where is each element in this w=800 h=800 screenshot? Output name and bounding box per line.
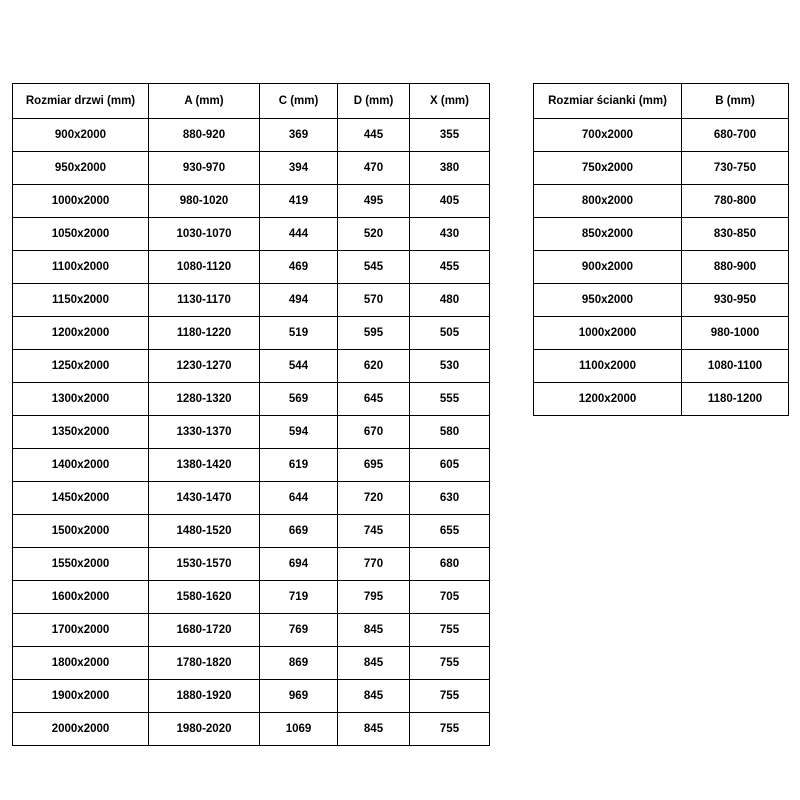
- cell-x: 755: [410, 713, 490, 746]
- table-row: [534, 251, 789, 284]
- cell-b: 1080-1100: [682, 350, 789, 383]
- cell-door-size: 1100x2000: [13, 251, 149, 284]
- table-row: [13, 482, 490, 515]
- table-row: [13, 713, 490, 746]
- cell-door-size: 1700x2000: [13, 614, 149, 647]
- table-row: [13, 251, 490, 284]
- cell-a: 1380-1420: [149, 449, 260, 482]
- cell-door-size: 1900x2000: [13, 680, 149, 713]
- cell-d: 595: [338, 317, 410, 350]
- cell-a: 1430-1470: [149, 482, 260, 515]
- table-row: [13, 119, 490, 152]
- cell-c: 394: [260, 152, 338, 185]
- table-row: [534, 119, 789, 152]
- table-row: [13, 449, 490, 482]
- walls-table-head: [534, 84, 789, 119]
- cell-door-size: 1250x2000: [13, 350, 149, 383]
- table-row: [13, 416, 490, 449]
- cell-a: 1480-1520: [149, 515, 260, 548]
- table-row: [13, 680, 490, 713]
- cell-d: 645: [338, 383, 410, 416]
- table-row: [13, 350, 490, 383]
- cell-x: 580: [410, 416, 490, 449]
- cell-x: 630: [410, 482, 490, 515]
- cell-c: 569: [260, 383, 338, 416]
- table-row: [13, 218, 490, 251]
- cell-door-size: 950x2000: [13, 152, 149, 185]
- table-header-row: [534, 84, 789, 119]
- cell-x: 705: [410, 581, 490, 614]
- cell-c: 719: [260, 581, 338, 614]
- cell-c: 419: [260, 185, 338, 218]
- table-row: [13, 383, 490, 416]
- cell-d: 845: [338, 680, 410, 713]
- cell-d: 845: [338, 713, 410, 746]
- cell-b: 980-1000: [682, 317, 789, 350]
- cell-x: 430: [410, 218, 490, 251]
- table-row: [13, 647, 490, 680]
- cell-a: 880-920: [149, 119, 260, 152]
- cell-x: 680: [410, 548, 490, 581]
- table-row: [13, 581, 490, 614]
- cell-d: 670: [338, 416, 410, 449]
- cell-door-size: 1550x2000: [13, 548, 149, 581]
- cell-b: 830-850: [682, 218, 789, 251]
- cell-c: 969: [260, 680, 338, 713]
- cell-a: 1680-1720: [149, 614, 260, 647]
- cell-a: 1030-1070: [149, 218, 260, 251]
- cell-door-size: 1350x2000: [13, 416, 149, 449]
- cell-c: 644: [260, 482, 338, 515]
- cell-b: 780-800: [682, 185, 789, 218]
- cell-d: 570: [338, 284, 410, 317]
- cell-c: 769: [260, 614, 338, 647]
- cell-x: 355: [410, 119, 490, 152]
- cell-a: 1330-1370: [149, 416, 260, 449]
- cell-b: 880-900: [682, 251, 789, 284]
- cell-a: 1080-1120: [149, 251, 260, 284]
- cell-c: 469: [260, 251, 338, 284]
- cell-a: 930-970: [149, 152, 260, 185]
- cell-c: 1069: [260, 713, 338, 746]
- table-row: [13, 152, 490, 185]
- doors-dimensions-table: [12, 83, 490, 746]
- cell-b: 680-700: [682, 119, 789, 152]
- cell-c: 619: [260, 449, 338, 482]
- cell-b: 1180-1200: [682, 383, 789, 416]
- cell-a: 1130-1170: [149, 284, 260, 317]
- cell-c: 669: [260, 515, 338, 548]
- cell-door-size: 900x2000: [13, 119, 149, 152]
- cell-x: 655: [410, 515, 490, 548]
- doors-dimensions-table-container: [12, 83, 489, 746]
- cell-d: 795: [338, 581, 410, 614]
- table-row: [534, 218, 789, 251]
- cell-c: 519: [260, 317, 338, 350]
- cell-x: 455: [410, 251, 490, 284]
- cell-d: 445: [338, 119, 410, 152]
- cell-d: 495: [338, 185, 410, 218]
- cell-door-size: 1450x2000: [13, 482, 149, 515]
- column-header-b: B (mm): [682, 84, 789, 119]
- cell-door-size: 1200x2000: [13, 317, 149, 350]
- column-header-c: C (mm): [260, 84, 338, 119]
- cell-c: 694: [260, 548, 338, 581]
- cell-wall-size: 800x2000: [534, 185, 682, 218]
- cell-c: 444: [260, 218, 338, 251]
- table-row: [534, 350, 789, 383]
- cell-x: 480: [410, 284, 490, 317]
- cell-x: 755: [410, 680, 490, 713]
- cell-door-size: 1000x2000: [13, 185, 149, 218]
- cell-door-size: 1500x2000: [13, 515, 149, 548]
- doors-table-body: [13, 119, 490, 746]
- cell-wall-size: 750x2000: [534, 152, 682, 185]
- table-row: [534, 383, 789, 416]
- cell-b: 730-750: [682, 152, 789, 185]
- cell-x: 405: [410, 185, 490, 218]
- table-row: [13, 185, 490, 218]
- cell-wall-size: 850x2000: [534, 218, 682, 251]
- cell-a: 1580-1620: [149, 581, 260, 614]
- column-header-x: X (mm): [410, 84, 490, 119]
- table-row: [534, 185, 789, 218]
- cell-wall-size: 1000x2000: [534, 317, 682, 350]
- cell-wall-size: 950x2000: [534, 284, 682, 317]
- table-row: [13, 548, 490, 581]
- cell-a: 1180-1220: [149, 317, 260, 350]
- cell-d: 770: [338, 548, 410, 581]
- column-header-d: D (mm): [338, 84, 410, 119]
- cell-c: 369: [260, 119, 338, 152]
- doors-table-head: [13, 84, 490, 119]
- cell-x: 530: [410, 350, 490, 383]
- cell-d: 545: [338, 251, 410, 284]
- cell-x: 380: [410, 152, 490, 185]
- cell-d: 695: [338, 449, 410, 482]
- cell-wall-size: 900x2000: [534, 251, 682, 284]
- cell-wall-size: 1200x2000: [534, 383, 682, 416]
- cell-x: 605: [410, 449, 490, 482]
- cell-c: 869: [260, 647, 338, 680]
- column-header-a: A (mm): [149, 84, 260, 119]
- cell-d: 745: [338, 515, 410, 548]
- column-header-door-size: Rozmiar drzwi (mm): [13, 84, 149, 119]
- cell-a: 1530-1570: [149, 548, 260, 581]
- cell-door-size: 1600x2000: [13, 581, 149, 614]
- cell-door-size: 1050x2000: [13, 218, 149, 251]
- cell-wall-size: 1100x2000: [534, 350, 682, 383]
- cell-a: 1780-1820: [149, 647, 260, 680]
- cell-door-size: 1300x2000: [13, 383, 149, 416]
- cell-door-size: 1150x2000: [13, 284, 149, 317]
- cell-b: 930-950: [682, 284, 789, 317]
- cell-a: 980-1020: [149, 185, 260, 218]
- cell-x: 755: [410, 614, 490, 647]
- cell-c: 544: [260, 350, 338, 383]
- table-row: [534, 152, 789, 185]
- cell-x: 505: [410, 317, 490, 350]
- cell-d: 720: [338, 482, 410, 515]
- cell-d: 520: [338, 218, 410, 251]
- cell-a: 1230-1270: [149, 350, 260, 383]
- cell-x: 755: [410, 647, 490, 680]
- cell-door-size: 1400x2000: [13, 449, 149, 482]
- cell-wall-size: 700x2000: [534, 119, 682, 152]
- table-row: [13, 284, 490, 317]
- table-row: [534, 317, 789, 350]
- cell-a: 1880-1920: [149, 680, 260, 713]
- cell-a: 1280-1320: [149, 383, 260, 416]
- cell-c: 594: [260, 416, 338, 449]
- table-header-row: [13, 84, 490, 119]
- cell-d: 845: [338, 614, 410, 647]
- cell-x: 555: [410, 383, 490, 416]
- table-row: [13, 614, 490, 647]
- walls-dimensions-table: [533, 83, 789, 416]
- table-row: [534, 284, 789, 317]
- walls-table-body: [534, 119, 789, 416]
- walls-dimensions-table-container: [533, 83, 788, 416]
- cell-door-size: 1800x2000: [13, 647, 149, 680]
- cell-a: 1980-2020: [149, 713, 260, 746]
- cell-d: 845: [338, 647, 410, 680]
- table-row: [13, 515, 490, 548]
- column-header-wall-size: Rozmiar ścianki (mm): [534, 84, 682, 119]
- table-row: [13, 317, 490, 350]
- cell-d: 470: [338, 152, 410, 185]
- cell-door-size: 2000x2000: [13, 713, 149, 746]
- cell-c: 494: [260, 284, 338, 317]
- cell-d: 620: [338, 350, 410, 383]
